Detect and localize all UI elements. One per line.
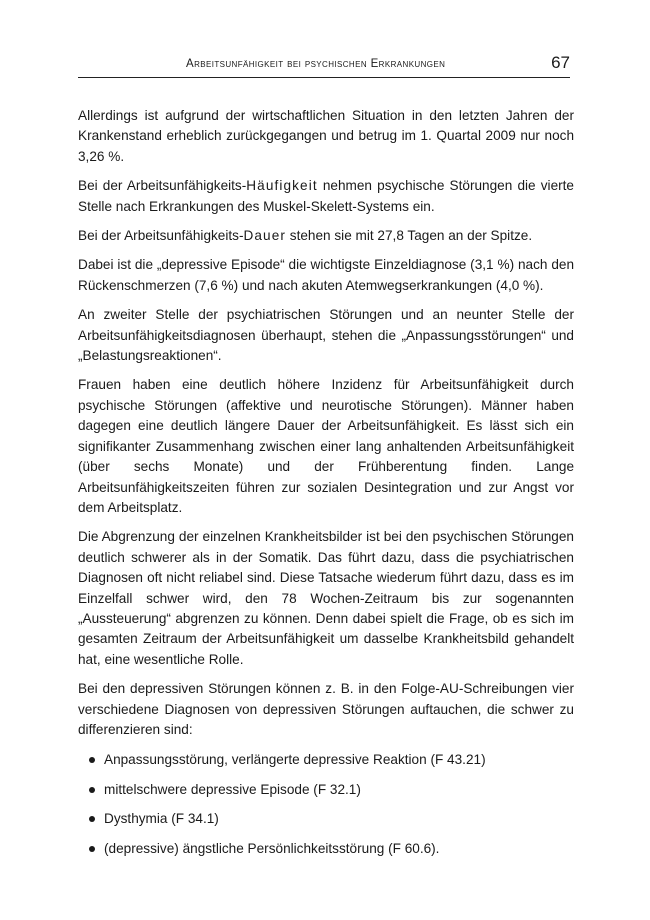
page-number: 67	[551, 53, 570, 72]
list-item-text: Dysthymia (F 34.1)	[104, 811, 219, 827]
paragraph-3-rest: stehen sie mit 27,8 Tagen an der Spitze.	[286, 228, 533, 244]
bullet-icon	[89, 787, 95, 793]
paragraph-1: Allerdings ist aufgrund der wirtschaftlichen Situation in den letzten Jahren der Krankenstand erheblich zurückgegangen und betrug im 1. Quartal 2009 nur noch 3,26 %.	[78, 108, 574, 164]
paragraph-3	[78, 226, 574, 246]
diagnosis-list	[78, 750, 574, 859]
paragraph-4: Dabei ist die „depressive Episode“ die wichtigste Einzeldiagnose (3,1 %) nach den Rückenschmerzen (7,6 %) und nach akuten Atemwegserkrankungen (4,0 %).	[78, 257, 574, 293]
emphasis-dauer: Dauer	[243, 228, 287, 244]
bullet-icon	[89, 757, 95, 763]
bullet-icon	[89, 816, 95, 822]
paragraph-2	[78, 176, 574, 217]
list-item	[78, 780, 574, 800]
paragraph-3-lead: Bei der Arbeitsunfähigkeits-	[78, 228, 244, 244]
paragraph-8: Bei den depressiven Störungen können z. B. in den Folge-AU-Schreibungen vier verschiedene Diagnosen von depressiven Störungen auftauchen, die schwer zu differenzieren sind:	[78, 681, 574, 737]
list-item-text: mittelschwere depressive Episode (F 32.1)	[104, 781, 361, 797]
running-title: Arbeitsunfähigkeit bei psychischen Erkrankungen	[186, 58, 446, 70]
paragraph-2-lead: Bei der Arbeitsunfähigkeits-	[78, 178, 247, 194]
list-item	[78, 839, 574, 859]
body-text	[78, 106, 574, 868]
emphasis-haeufigkeit: Häufigkeit	[246, 178, 318, 194]
list-item-text: (depressive) ängstliche Persönlichkeitsstörung (F 60.6).	[104, 840, 440, 856]
running-header	[78, 53, 570, 78]
list-item	[78, 809, 574, 829]
paragraph-2-rest: nehmen psychische Störungen die vierte Stelle nach Erkrankungen des Muskel-Skelett-Systems ein.	[78, 178, 574, 214]
list-item-text: Anpassungsstörung, verlängerte depressive Reaktion (F 43.21)	[104, 752, 486, 768]
paragraph-5: An zweiter Stelle der psychiatrischen Störungen und an neunter Stelle der Arbeitsunfähigkeitsdiagnosen überhaupt, stehen die „Anpassungsstörungen“ und „Belastungsreaktionen“.	[78, 307, 574, 364]
bullet-icon	[89, 846, 95, 852]
paragraph-7: Die Abgrenzung der einzelnen Krankheitsbilder ist bei den psychischen Störungen deutlich schwerer als in der Somatik. Das führt dazu, dass die psychiatrischen Diagnosen oft nicht reliabel sind. Diese Tatsache wiederum führt dazu, dass es im Einzelfall schwer wird, den 78 Wochen-Zeitraum bis zur sogenannten „Aussteuerung“ abgrenzen zu können. Denn dabei spielt die Frage, ob es sich im gesamten Zeitraum der Arbeitsunfähigkeit um dasselbe Krankheitsbild gehandelt hat, eine wesentliche Rolle.	[78, 529, 574, 667]
paragraph-6: Frauen haben eine deutlich höhere Inzidenz für Arbeitsunfähigkeit durch psychische Störungen (affektive und neurotische Störungen). Männer haben dagegen eine deutlich längere Dauer der Arbeitsunfähigkeit. Es lässt sich ein signifikanter Zusammenhang zwischen einer lang anhaltenden Arbeitsunfähigkeit (über sechs Monate) und der Frühberentung finden. Lange Arbeitsunfähigkeitszeiten führen zur sozialen Desintegration und zur Angst vor dem Arbeitsplatz.	[78, 377, 574, 515]
list-item	[78, 750, 574, 770]
